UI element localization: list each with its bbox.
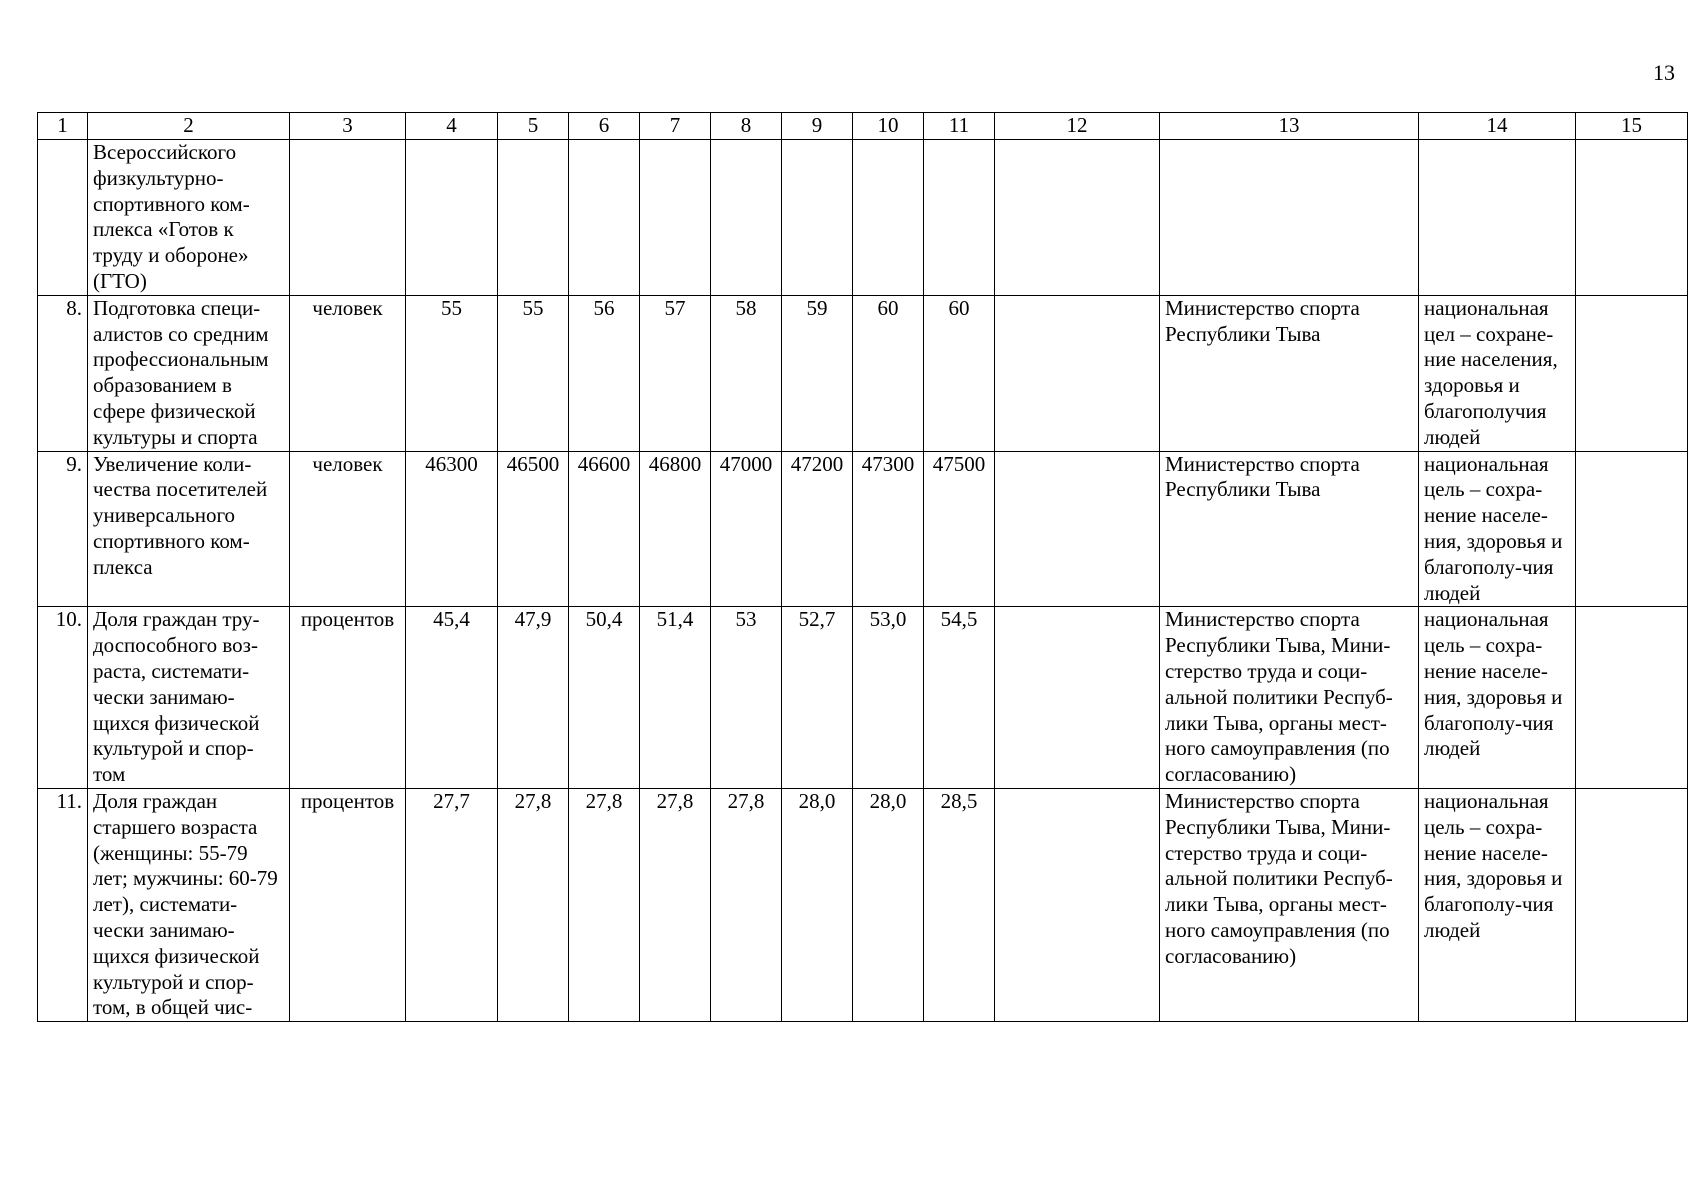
- value-cell: 55: [406, 295, 498, 451]
- unit-cell: человек: [290, 451, 406, 607]
- value-cell: 27,8: [711, 788, 782, 1021]
- responsible-cell: Министерство спорта Республики Тыва: [1160, 295, 1419, 451]
- header-cell: 11: [924, 113, 995, 140]
- value-cell: 54,5: [924, 607, 995, 789]
- column-12-cell: [995, 451, 1160, 607]
- column-12-cell: [995, 788, 1160, 1021]
- header-cell: 8: [711, 113, 782, 140]
- value-cell: 58: [711, 295, 782, 451]
- value-cell: 47300: [853, 451, 924, 607]
- column-15-cell: [1576, 788, 1688, 1021]
- responsible-cell: Министерство спорта Республики Тыва: [1160, 451, 1419, 607]
- value-cell: 46500: [498, 451, 569, 607]
- header-cell: 9: [782, 113, 853, 140]
- value-cell: 60: [853, 295, 924, 451]
- value-cell: 55: [498, 295, 569, 451]
- table-cell: [498, 140, 569, 296]
- row-number-cell: 10.: [38, 607, 88, 789]
- indicators-table: [37, 112, 1688, 1022]
- column-15-cell: [1576, 607, 1688, 789]
- indicator-name-cell: Доля граждан старшего возраста (женщины: 55-79 лет; мужчины: 60-79 лет), системати-чески занимаю-щихся физической культурой и спор-том, в общей чис-: [88, 788, 290, 1021]
- page-number: 13: [1653, 60, 1675, 85]
- table-cell: [38, 140, 88, 296]
- value-cell: 27,8: [569, 788, 640, 1021]
- table-row: [38, 607, 1688, 789]
- indicator-name-cell: Доля граждан тру-доспособного воз-раста, системати-чески занимаю-щихся физической культурой и спор-том: [88, 607, 290, 789]
- goal-cell: национальная цель – сохра-нение населе-ния, здоровья и благополу-чия людей: [1419, 607, 1576, 789]
- table-cell: [640, 140, 711, 296]
- header-cell: 14: [1419, 113, 1576, 140]
- value-cell: 47000: [711, 451, 782, 607]
- value-cell: 46600: [569, 451, 640, 607]
- header-cell: 2: [88, 113, 290, 140]
- responsible-cell: Министерство спорта Республики Тыва, Мини-стерство труда и соци-альной политики Респуб-лики Тыва, органы мест-ного самоуправления (по согласованию): [1160, 788, 1419, 1021]
- table-cell: [569, 140, 640, 296]
- table-row: [38, 788, 1688, 1021]
- header-cell: 3: [290, 113, 406, 140]
- column-15-cell: [1576, 451, 1688, 607]
- table-row: [38, 451, 1688, 607]
- header-cell: 4: [406, 113, 498, 140]
- responsible-cell: Министерство спорта Республики Тыва, Мини-стерство труда и соци-альной политики Респуб-лики Тыва, органы мест-ного самоуправления (по согласованию): [1160, 607, 1419, 789]
- value-cell: 53,0: [853, 607, 924, 789]
- table-cell: [782, 140, 853, 296]
- table-cell: [711, 140, 782, 296]
- value-cell: 27,8: [640, 788, 711, 1021]
- value-cell: 45,4: [406, 607, 498, 789]
- value-cell: 47,9: [498, 607, 569, 789]
- table-cell: [995, 140, 1160, 296]
- value-cell: 53: [711, 607, 782, 789]
- value-cell: 47200: [782, 451, 853, 607]
- goal-cell: национальная цель – сохра-нение населе-ния, здоровья и благополу-чия людей: [1419, 451, 1576, 607]
- header-cell: 1: [38, 113, 88, 140]
- header-cell: 6: [569, 113, 640, 140]
- column-12-cell: [995, 607, 1160, 789]
- value-cell: 46800: [640, 451, 711, 607]
- table-cell: [290, 140, 406, 296]
- unit-cell: человек: [290, 295, 406, 451]
- header-cell: 10: [853, 113, 924, 140]
- header-cell: 5: [498, 113, 569, 140]
- value-cell: 27,8: [498, 788, 569, 1021]
- value-cell: 50,4: [569, 607, 640, 789]
- header-cell: 13: [1160, 113, 1419, 140]
- indicator-name-cell: Подготовка специ-алистов со средним профессиональным образованием в сфере физической культуры и спорта: [88, 295, 290, 451]
- indicator-name-cell: Увеличение коли-чества посетителей универсального спортивного ком-плекса: [88, 451, 290, 607]
- value-cell: 52,7: [782, 607, 853, 789]
- table-cell: [924, 140, 995, 296]
- indicator-name-cell: Всероссийского физкультурно-спортивного ком-плекса «Готов к труду и обороне» (ГТО): [88, 140, 290, 296]
- value-cell: 28,5: [924, 788, 995, 1021]
- table-cell: [1576, 140, 1688, 296]
- table-cell: [1160, 140, 1419, 296]
- header-cell: 15: [1576, 113, 1688, 140]
- goal-cell: национальная цель – сохра-нение населе-ния, здоровья и благополу-чия людей: [1419, 788, 1576, 1021]
- value-cell: 57: [640, 295, 711, 451]
- header-cell: 7: [640, 113, 711, 140]
- table-row-continuation: [38, 140, 1688, 296]
- column-15-cell: [1576, 295, 1688, 451]
- value-cell: 28,0: [782, 788, 853, 1021]
- table-row: [38, 295, 1688, 451]
- value-cell: 27,7: [406, 788, 498, 1021]
- unit-cell: процентов: [290, 607, 406, 789]
- value-cell: 47500: [924, 451, 995, 607]
- row-number-cell: 9.: [38, 451, 88, 607]
- table-cell: [406, 140, 498, 296]
- value-cell: 60: [924, 295, 995, 451]
- column-12-cell: [995, 295, 1160, 451]
- value-cell: 46300: [406, 451, 498, 607]
- row-number-cell: 8.: [38, 295, 88, 451]
- column-number-row: [38, 113, 1688, 140]
- table-cell: [1419, 140, 1576, 296]
- value-cell: 59: [782, 295, 853, 451]
- value-cell: 28,0: [853, 788, 924, 1021]
- goal-cell: национальная цел – сохране-ние населения, здоровья и благополучия людей: [1419, 295, 1576, 451]
- value-cell: 56: [569, 295, 640, 451]
- row-number-cell: 11.: [38, 788, 88, 1021]
- value-cell: 51,4: [640, 607, 711, 789]
- unit-cell: процентов: [290, 788, 406, 1021]
- table-cell: [853, 140, 924, 296]
- header-cell: 12: [995, 113, 1160, 140]
